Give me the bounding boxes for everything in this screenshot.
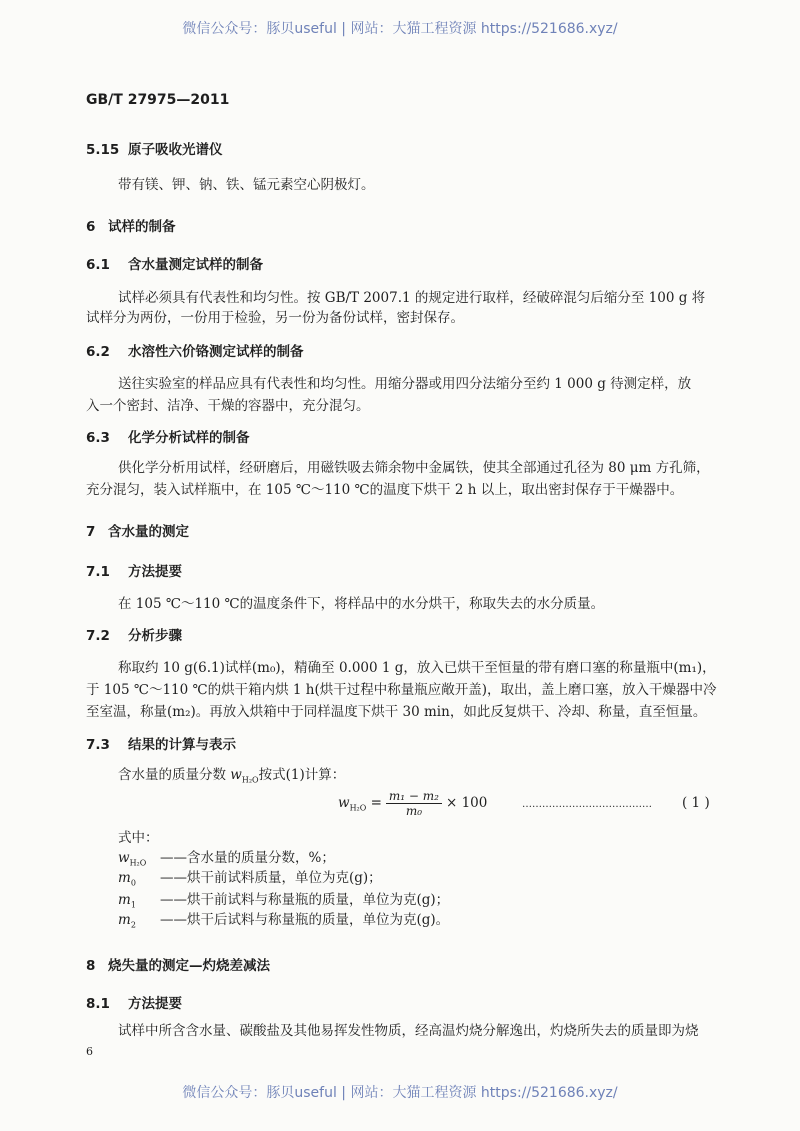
section-number: 6.1 [86, 257, 110, 273]
subscript: 1 [130, 900, 136, 910]
section-title: 烧失量的测定—灼烧差减法 [108, 958, 270, 974]
paragraph-line: 入一个密封、洁净、干燥的容器中，充分混匀。 [86, 398, 370, 414]
section-title: 含水量的测定 [108, 524, 189, 540]
variable: m [118, 912, 131, 928]
paragraph-line: 送往实验室的样品应具有代表性和均匀性。用缩分器或用四分法缩分至约 1 000 g 待测定样，放 [118, 376, 692, 392]
heading-6-1 [86, 255, 263, 275]
section-title: 试样的制备 [108, 219, 176, 235]
section-number: 6 [86, 219, 96, 235]
paragraph-line: 试样分为两份，一份用于检验，另一份为备份试样，密封保存。 [86, 310, 464, 326]
denominator: m₀ [405, 804, 423, 818]
definition-text: ——含水量的质量分数，%； [160, 850, 335, 866]
paragraph-line: 至室温，称量(m₂)。再放入烘箱中于同样温度下烘干 30 min，如此反复烘干、冷却、称量，直至恒量。 [86, 704, 707, 720]
numerator: m₁ − m₂ [386, 789, 442, 804]
section-title: 方法提要 [128, 564, 182, 580]
variable: m [118, 870, 131, 886]
text: 按式(1)计算： [258, 767, 346, 783]
paragraph-line: 在 105 ℃～110 ℃的温度条件下，将样品中的水分烘干，称取失去的水分质量。 [118, 596, 605, 612]
watermark-footer: 微信公众号：豚贝useful | 网站：大猫工程资源 https://521686.xyz/ [182, 1085, 618, 1101]
paragraph: 带有镁、钾、钠、铁、锰元素空心阴极灯。 [118, 177, 375, 193]
paragraph-line: 于 105 ℃～110 ℃的烘干箱内烘 1 h(烘干过程中称量瓶应敞开盖)，取出，盖上磨口塞，放入干燥器中冷 [86, 682, 717, 698]
paragraph-line: 试样必须具有代表性和均匀性。按 GB/T 2007.1 的规定进行取样，经破碎混匀后缩分至 100 g 将 [118, 290, 706, 306]
heading-6 [86, 217, 176, 237]
variable: w [118, 850, 130, 866]
formula-intro [118, 765, 345, 791]
heading-7-2 [86, 626, 182, 646]
heading-7-1 [86, 562, 182, 582]
heading-7 [86, 522, 189, 542]
section-number: 8 [86, 958, 96, 974]
paragraph-line: 供化学分析用试样，经研磨后，用磁铁吸去筛余物中金属铁，使其全部通过孔径为 80 μm 方孔筛， [118, 460, 710, 476]
paragraph-line: 试样中所含含水量、碳酸盐及其他易挥发性物质，经高温灼烧分解逸出，灼烧所失去的质量即为烧 [118, 1023, 699, 1039]
equation-number: ( 1 ) [682, 795, 710, 811]
page-number: 6 [86, 1045, 93, 1058]
section-title: 含水量测定试样的制备 [128, 257, 263, 273]
paragraph-line: 充分混匀，装入试样瓶中，在 105 ℃～110 ℃的温度下烘干 2 h 以上，取出密封保存于干燥器中。 [86, 482, 684, 498]
heading-6-3 [86, 428, 250, 448]
subscript: 0 [130, 878, 136, 888]
section-number: 6.3 [86, 430, 110, 446]
definition-text: ——烘干后试料与称量瓶的质量，单位为克(g)。 [160, 912, 450, 928]
section-title: 方法提要 [128, 996, 182, 1012]
section-title: 水溶性六价铬测定试样的制备 [128, 344, 304, 360]
heading-5-15 [86, 140, 223, 160]
definition-text: ——烘干前试料与称量瓶的质量，单位为克(g)； [160, 892, 450, 908]
multiplier: × 100 [445, 795, 488, 811]
section-number: 7.2 [86, 628, 110, 644]
section-number: 7.3 [86, 737, 110, 753]
heading-8 [86, 956, 270, 976]
section-title: 结果的计算与表示 [128, 737, 236, 753]
definition-text: ——烘干前试料质量，单位为克(g)； [160, 870, 382, 886]
variable: w [338, 795, 350, 811]
subscript: H₂O [349, 803, 367, 813]
fraction [386, 789, 442, 818]
section-number: 6.2 [86, 344, 110, 360]
section-number: 8.1 [86, 996, 110, 1012]
section-number: 5.15 [86, 142, 120, 158]
heading-8-1 [86, 994, 182, 1014]
formula-1 [338, 787, 487, 825]
heading-7-3 [86, 735, 236, 755]
text: 含水量的质量分数 [118, 767, 231, 783]
subscript: H₂O [241, 775, 259, 785]
section-title: 化学分析试样的制备 [128, 430, 250, 446]
leader-dots: ………………………………… [522, 799, 652, 810]
definition [118, 910, 449, 936]
paragraph-line: 称取约 10 g(6.1)试样(m₀)，精确至 0.000 1 g，放入已烘干至恒量的带有磨口塞的称量瓶中(m₁)， [118, 660, 716, 676]
subscript: 2 [130, 920, 136, 930]
equals: = [370, 795, 382, 811]
watermark-header: 微信公众号：豚贝useful | 网站：大猫工程资源 https://521686.xyz/ [182, 21, 618, 37]
section-number: 7.1 [86, 564, 110, 580]
subscript: H₂O [129, 858, 147, 868]
section-title: 分析步骤 [128, 628, 182, 644]
variable: m [118, 892, 131, 908]
section-number: 7 [86, 524, 96, 540]
where-label: 式中： [118, 830, 159, 846]
variable: w [230, 767, 242, 783]
heading-6-2 [86, 342, 304, 362]
standard-number: GB/T 27975—2011 [86, 92, 230, 108]
section-title: 原子吸收光谱仪 [128, 142, 223, 158]
